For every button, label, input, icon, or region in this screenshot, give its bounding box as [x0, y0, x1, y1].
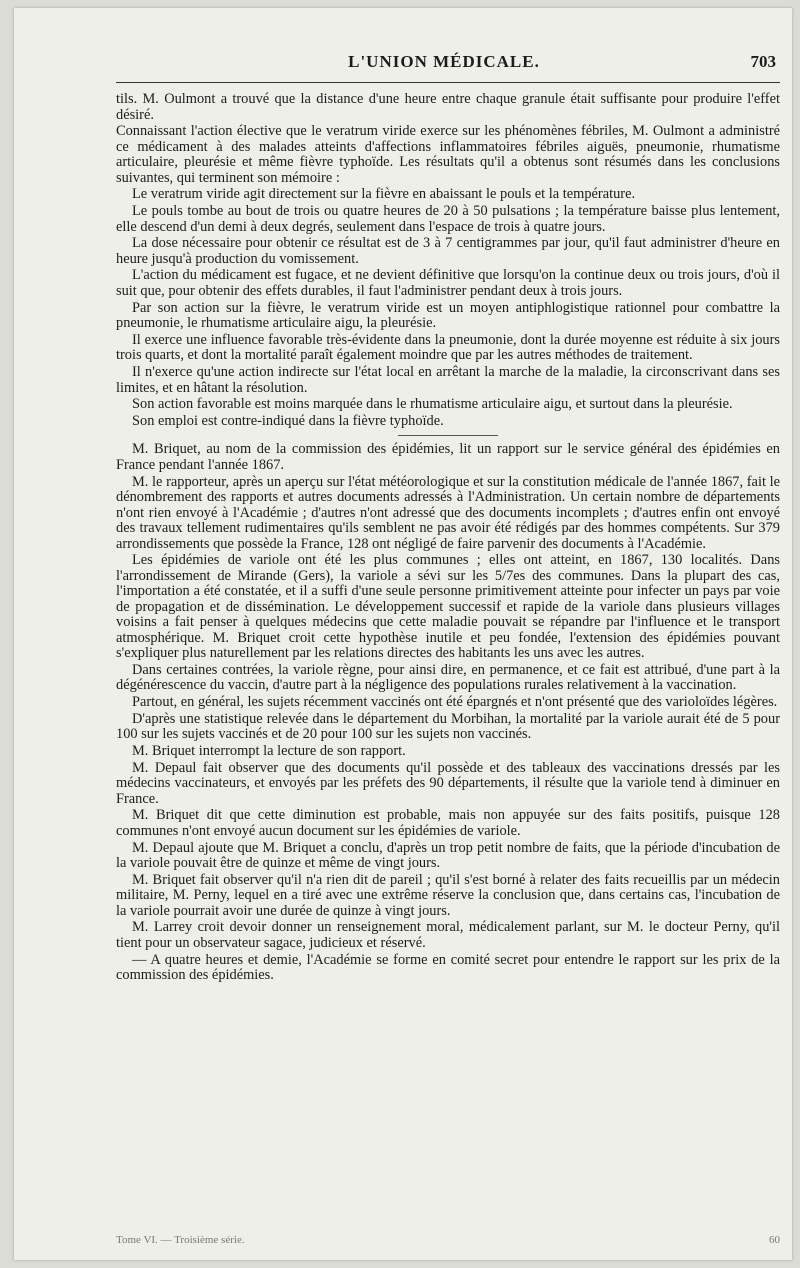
paragraph: — A quatre heures et demie, l'Académie se forme en comité secret pour entendre le rapport sur les prix de la commission des épidémies.	[116, 951, 780, 984]
paragraph: M. Larrey croit devoir donner un renseignement moral, médicalement parlant, sur M. le docteur Perny, qu'il tient pour un observateur sagace, judicieux et réservé.	[116, 919, 780, 951]
footer-volume: Tome VI. — Troisième série.	[116, 1234, 245, 1246]
paragraph: M. Briquet, au nom de la commission des épidémies, lit un rapport sur le service général des épidémies en France pendant l'année 1867.	[116, 441, 780, 473]
paragraph: Dans certaines contrées, la variole règne, pour ainsi dire, en permanence, et ce fait est attribué, d'une part à la dégénérescence du vaccin, d'autre part à la négligence des populations rurales relativement à la vaccination.	[116, 661, 780, 694]
document-page	[14, 8, 792, 1260]
paragraph: M. Briquet interrompt la lecture de son rapport.	[132, 743, 406, 759]
paragraph: M. le rapporteur, après un aperçu sur l'état météorologique et sur la constitution médicale de l'année 1867, fait le dénombrement des rapports et autres documents adressés à l'Administration. Un certain nombre de départements n'ont rien envoyé à l'Académie ; d'autres n'ont adressé que des documents incomplets ; d'autres enfin ont envoyé des travaux tellement rudimentaires qu'ils semblent ne pas avoir été rédigés par des hommes compétents. Sur 379 arrondissements que possède la France, 128 ont négligé de faire parvenir des documents à l'Académie.	[116, 473, 780, 552]
memoire-conclusions	[116, 187, 780, 429]
section-separator	[398, 435, 498, 436]
running-title: L'UNION MÉDICALE.	[348, 52, 540, 71]
paragraph: Par son action sur la fièvre, le veratrum viride est un moyen antiphlogistique rationnel pour combattre la pneumonie, le rhumatisme articulaire aigu, la pleurésie.	[116, 299, 780, 332]
paragraph: Le pouls tombe au bout de trois ou quatre heures de 20 à 50 pulsations ; la température baisse plus lentement, elle descend d'un demi à deux degrés, seulement dans l'espace de trois à quatre jours.	[116, 203, 780, 235]
paragraph: tils. M. Oulmont a trouvé que la distance d'une heure entre chaque granule était suffisante pour produire l'effet désiré.	[116, 91, 780, 123]
paragraph: La dose nécessaire pour obtenir ce résultat est de 3 à 7 centigrammes par jour, qu'il faut administrer d'heure en heure jusqu'à production du vomissement.	[116, 235, 780, 267]
paragraph: Son action favorable est moins marquée dans le rhumatisme articulaire aigu, et surtout dans la pleurésie.	[132, 396, 733, 413]
paragraph: Les épidémies de variole ont été les plus communes ; elles ont atteint, en 1867, 130 localités. Dans l'arrondissement de Mirande (Gers), la variole a sévi sur les 5/7es des communes. Dans la plupart des cas, l'importation a été constatée, et il a suffi d'une seule personne primitivement atteinte pour infecter un pays par voie de propagation et de dissémination. Le développement successif et rapide de la variole dans plusieurs villages voisins a fait penser à quelques médecins que cette maladie pouvait se répandre par l'influence et le transport atmosphérique. M. Briquet croit cette hypothèse inutile et peu fondée, l'extension des épidémies pouvant s'expliquer plus naturellement par les relations directes des habitants les uns avec les autres.	[116, 552, 780, 662]
page-footer	[116, 1234, 780, 1252]
body-text	[116, 92, 780, 985]
paragraph: Partout, en général, les sujets récemment vaccinés ont été épargnés et n'ont présenté que des varioloïdes légères.	[132, 694, 778, 711]
paragraph: M. Briquet dit que cette diminution est probable, mais non appuyée sur des faits positifs, puisque 128 communes n'ont envoyé aucun document sur les épidémies de variole.	[116, 807, 780, 839]
paragraph: L'action du médicament est fugace, et ne devient définitive que lorsqu'on la continue deux ou trois jours, d'où il suit que, pour obtenir des effets durables, il faut l'administrer pendant deux à trois jours.	[116, 267, 780, 299]
paragraph: Il exerce une influence favorable très-évidente dans la pneumonie, dont la durée moyenne est réduite à six jours trois quarts, et dont la mortalité paraît également moindre que par les autres méthodes de traitement.	[116, 331, 780, 364]
page-header	[104, 52, 784, 78]
paragraph: Il n'exerce qu'une action indirecte sur l'état local en arrêtant la marche de la maladie, la circonscrivant dans ses limites, et en hâtant la résolution.	[116, 364, 780, 396]
header-rule	[116, 82, 780, 83]
paragraph: M. Depaul fait observer que des documents qu'il possède et des tableaux des vaccinations dressés par les médecins vaccinateurs, et envoyés par les préfets des 90 départements, il résulte que la variole tend à diminuer en France.	[116, 759, 780, 807]
footer-signature: 60	[769, 1234, 780, 1246]
paragraph: Le veratrum viride agit directement sur la fièvre en abaissant le pouls et la température.	[132, 186, 636, 203]
paragraph: D'après une statistique relevée dans le département du Morbihan, la mortalité par la variole aurait été de 5 pour 100 sur les sujets vaccinés et de 20 pour 100 sur les sujets non vaccinés.	[116, 710, 780, 743]
page-number: 703	[750, 52, 776, 71]
paragraph: M. Depaul ajoute que M. Briquet a conclu, d'après un trop petit nombre de faits, que la période d'incubation de la variole pouvait être de quinze et même de vingt jours.	[116, 839, 780, 872]
paragraph: Connaissant l'action élective que le veratrum viride exerce sur les phénomènes fébriles, M. Oulmont a administré ce médicament à des malades atteints d'affections inflammatoires fébriles aiguës, pneumonie, rhumatisme articulaire, pleurésie et même fièvre typhoïde. Les résultats qu'il a obtenus sont résumés dans les conclusions suivantes, qui terminent son mémoire :	[116, 123, 780, 186]
paragraph: M. Briquet fait observer qu'il n'a rien dit de pareil ; qu'il s'est borné à relater des faits recueillis par un médecin militaire, M. Perny, lequel en a tiré avec une extrême réserve la conclusion que, dans certains cas, l'incubation de la variole pourrait avoir une durée de quinze à vingt jours.	[116, 871, 780, 919]
paragraph: Son emploi est contre-indiqué dans la fièvre typhoïde.	[132, 412, 444, 429]
